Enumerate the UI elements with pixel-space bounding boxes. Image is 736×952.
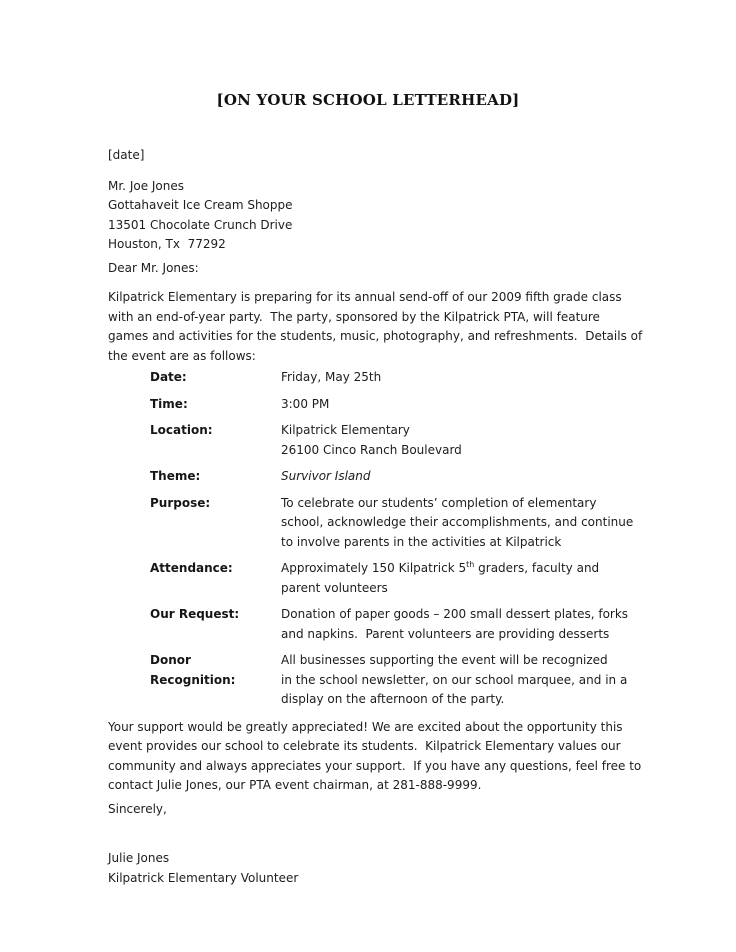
detail-label-attendance: Attendance: [150,561,233,575]
attendance-line: parent volunteers [281,580,388,595]
closing-line: contact Julie Jones, our PTA event chairman, at 281-888-9999. [108,778,482,792]
attendance-text: graders, faculty and [474,561,600,575]
intro-paragraph [108,288,668,366]
signature-name: Julie Jones [108,851,170,865]
ordinal-suffix: th [466,560,475,569]
date-placeholder: [date] [108,148,145,162]
attendance-line [281,559,668,579]
location-line: 26100 Cinco Ranch Boulevard [281,442,462,457]
signature-block [108,849,668,888]
signature-title: Kilpatrick Elementary Volunteer [108,870,299,885]
closing-line: community and always appreciates your support. If you have any questions, feel free to [108,758,642,773]
closing-paragraph [108,718,668,796]
intro-line: Kilpatrick Elementary is preparing for its annual send-off of our 2009 fifth grade class [108,290,622,304]
attendance-text: Approximately 150 Kilpatrick 5 [281,561,467,575]
donor-line: display on the afternoon of the party. [281,692,505,706]
valediction: Sincerely, [108,801,167,816]
detail-label-date: Date: [150,370,187,384]
purpose-line: to involve parents in the activities at Kilpatrick [281,534,562,549]
closing-line: Your support would be greatly appreciated! We are excited about the opportunity this [108,719,623,734]
recipient-city: Houston, Tx 77292 [108,237,226,251]
detail-label-time: Time: [150,396,188,411]
detail-row-time [150,395,668,415]
detail-value-donor-recognition [281,651,668,710]
recipient-name: Mr. Joe Jones [108,178,185,193]
detail-row-request [150,605,668,644]
detail-label-donor-recognition [150,651,281,710]
closing-line: event provides our school to celebrate its students. Kilpatrick Elementary values our [108,739,621,753]
detail-row-purpose [150,494,668,553]
letter-body [108,0,668,888]
detail-value-location [281,421,668,460]
detail-row-attendance [150,559,668,598]
intro-line: the event are as follows: [108,348,256,363]
location-line: Kilpatrick Elementary [281,423,410,437]
donor-line: All businesses supporting the event will be recognized [281,653,608,667]
intro-line: games and activities for the students, music, photography, and refreshments. Details of [108,329,643,343]
detail-value-time: 3:00 PM [281,396,330,411]
detail-label-purpose: Purpose: [150,495,211,510]
salutation: Dear Mr. Jones: [108,260,199,275]
purpose-line: To celebrate our students’ completion of elementary [281,495,597,510]
detail-row-location [150,421,668,460]
detail-value-purpose [281,494,668,553]
donor-line: in the school newsletter, on our school marquee, and in a [281,672,628,687]
detail-value-request [281,605,668,644]
letterhead-note: [ON YOUR SCHOOL LETTERHEAD] [216,91,520,109]
detail-value-date: Friday, May 25th [281,370,382,384]
recipient-company: Gottahaveit Ice Cream Shoppe [108,198,293,212]
detail-value-attendance [281,559,668,598]
request-line: Donation of paper goods – 200 small dessert plates, forks [281,607,629,621]
detail-row-theme [150,467,668,487]
detail-row-date [150,368,668,388]
purpose-line: school, acknowledge their accomplishments, and continue [281,515,634,529]
detail-label-theme: Theme: [150,469,201,483]
request-line: and napkins. Parent volunteers are providing desserts [281,626,610,641]
detail-row-donor-recognition [150,651,668,710]
recipient-address [108,177,668,255]
detail-label-request: Our Request: [150,607,240,621]
detail-value-theme: Survivor Island [281,469,371,483]
event-details-list [108,368,668,710]
donor-label-line: Donor [150,653,191,667]
detail-label-location: Location: [150,423,213,437]
recipient-street: 13501 Chocolate Crunch Drive [108,217,293,232]
intro-line: with an end-of-year party. The party, sponsored by the Kilpatrick PTA, will feature [108,309,600,324]
donor-label-line: Recognition: [150,672,236,687]
